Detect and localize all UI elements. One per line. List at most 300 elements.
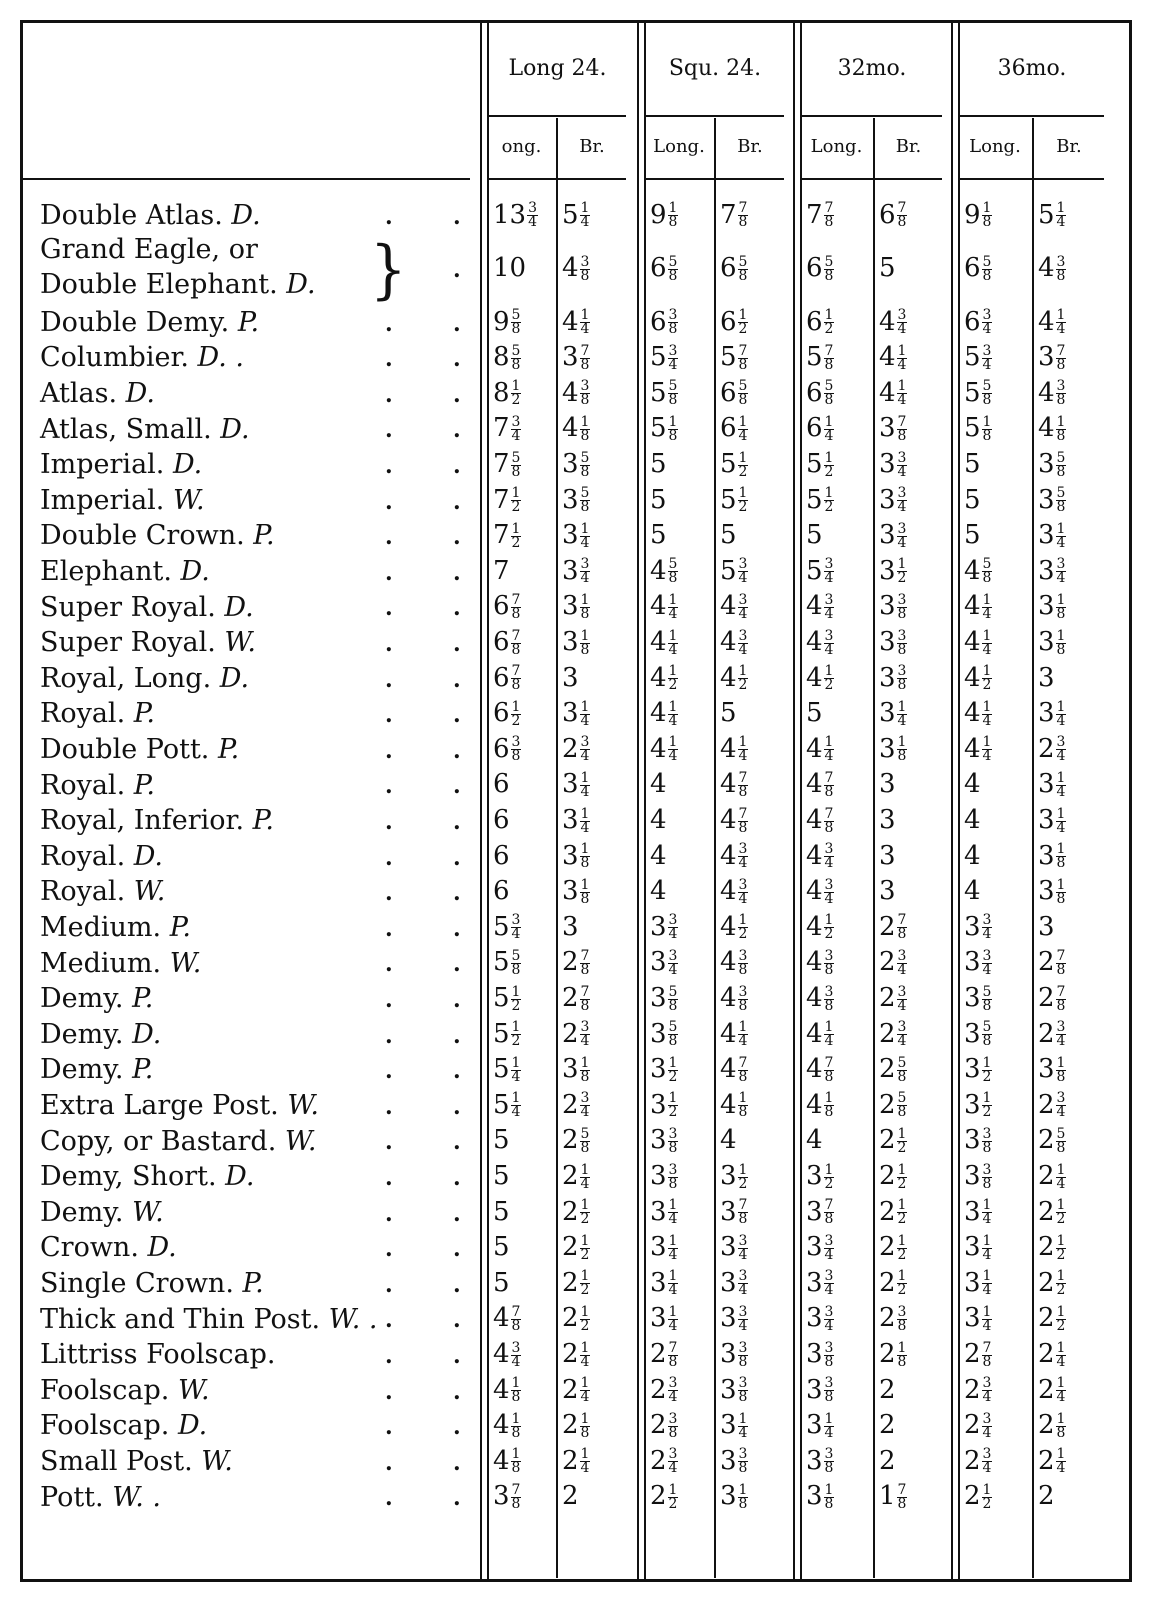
table-cell: 3 $\frac{1}{4}$ <box>964 1267 992 1299</box>
table-cell: 6 $\frac{5}{8}$ <box>806 377 834 409</box>
table-cell: 3 $\frac{1}{8}$ <box>562 840 590 872</box>
leader-dot: . <box>453 809 461 835</box>
paper-name: Single Crown. <box>40 1268 234 1299</box>
table-cell: 4 $\frac{3}{8}$ <box>562 377 590 409</box>
table-cell: 6 $\frac{1}{2}$ <box>720 306 748 338</box>
table-cell: 2 $\frac{3}{4}$ <box>879 983 907 1014</box>
paper-name: Pott. <box>40 1481 104 1513</box>
table-cell: 2 $\frac{3}{4}$ <box>1038 1089 1066 1121</box>
table-cell: 3 $\frac{1}{4}$ <box>650 1303 678 1334</box>
table-cell: 4 $\frac{7}{8}$ <box>493 1303 521 1334</box>
maker-mark: D. <box>123 1018 162 1050</box>
maker-mark: P. <box>233 1268 264 1299</box>
leader-dot: . <box>385 1271 393 1298</box>
table-cell: 4 <box>964 840 981 871</box>
table-cell: 3 $\frac{1}{4}$ <box>562 698 590 729</box>
table-cell: 5 <box>964 449 981 479</box>
table-cell: 5 $\frac{3}{4}$ <box>650 342 678 373</box>
row-label <box>40 378 155 409</box>
table-cell: 3 $\frac{5}{8}$ <box>1038 449 1066 480</box>
leader-dot: . <box>385 1307 393 1334</box>
table-cell: 5 <box>493 1161 510 1191</box>
table-cell: 2 $\frac{5}{8}$ <box>1038 1125 1066 1156</box>
leader-dot: . <box>385 809 393 835</box>
table-cell: 5 $\frac{1}{2}$ <box>806 449 834 480</box>
table-cell: 2 $\frac{1}{2}$ <box>650 1481 678 1512</box>
table-cell: 2 $\frac{1}{2}$ <box>1038 1303 1066 1334</box>
row-label <box>40 1410 207 1441</box>
table-cell: 6 $\frac{5}{8}$ <box>650 253 678 284</box>
table-cell: 4 $\frac{3}{8}$ <box>720 983 748 1014</box>
table-cell: 4 $\frac{1}{2}$ <box>964 662 992 694</box>
table-cell: 3 <box>1038 662 1055 693</box>
table-cell: 10 <box>493 253 527 284</box>
leader-dot: . <box>453 346 461 373</box>
table-cell: 13 $\frac{3}{4}$ <box>493 199 538 231</box>
row-label <box>40 805 274 836</box>
table-cell: 8 $\frac{1}{2}$ <box>493 377 521 409</box>
table-cell: 5 <box>493 1125 510 1156</box>
leader-dot: . <box>385 559 393 586</box>
column-subheader: Long. <box>810 136 863 157</box>
maker-mark: W. . <box>103 1481 161 1513</box>
table-cell: 4 $\frac{3}{8}$ <box>806 947 834 978</box>
column-rule <box>487 22 489 1580</box>
table-cell: 5 $\frac{1}{8}$ <box>964 413 992 444</box>
row-label <box>40 1126 317 1157</box>
table-cell: 4 $\frac{1}{8}$ <box>493 1374 521 1406</box>
table-cell: 3 $\frac{3}{4}$ <box>964 911 992 943</box>
maker-mark: D. <box>216 1161 255 1193</box>
table-cell: 6 <box>493 876 510 907</box>
paper-name: Medium. <box>40 912 162 943</box>
row-label <box>40 520 275 551</box>
row-label <box>40 698 155 729</box>
table-cell: 3 $\frac{5}{8}$ <box>964 1018 992 1050</box>
maker-mark: P. <box>125 769 156 801</box>
table-cell: 3 $\frac{7}{8}$ <box>806 1196 834 1228</box>
maker-mark: P. <box>209 734 240 765</box>
leader-dot: . <box>385 987 393 1013</box>
table-cell: 2 $\frac{3}{8}$ <box>650 1410 678 1441</box>
leader-dot: . <box>385 1449 393 1476</box>
row-label <box>40 449 202 480</box>
table-cell: 3 $\frac{1}{4}$ <box>562 520 590 551</box>
maker-mark: W. <box>192 1446 233 1477</box>
paper-name: Demy. <box>40 983 124 1015</box>
table-cell: 2 $\frac{7}{8}$ <box>562 947 590 978</box>
maker-mark: D. <box>171 556 210 587</box>
maker-mark: D. . <box>188 342 244 374</box>
maker-mark: D. <box>117 378 155 409</box>
table-cell: 2 $\frac{1}{2}$ <box>1038 1232 1066 1263</box>
table-cell: 3 $\frac{7}{8}$ <box>493 1481 521 1512</box>
leader-dot: . <box>453 203 461 230</box>
table-cell: 6 $\frac{7}{8}$ <box>493 591 521 622</box>
column-subheader: Br. <box>579 136 605 157</box>
table-cell: 5 $\frac{3}{4}$ <box>493 911 521 943</box>
table-cell: 3 <box>1038 911 1055 942</box>
leader-dot: . <box>385 915 393 942</box>
table-cell: 3 $\frac{1}{4}$ <box>1038 769 1066 800</box>
table-cell: 2 $\frac{3}{4}$ <box>1038 733 1066 765</box>
leader-dot: . <box>453 987 461 1013</box>
table-cell: 6 $\frac{5}{8}$ <box>720 253 748 284</box>
row-label <box>40 1446 233 1477</box>
column-subheader: Long. <box>653 136 705 157</box>
paper-name: Crown. <box>40 1232 139 1264</box>
table-cell: 3 $\frac{1}{4}$ <box>806 1410 834 1441</box>
leader-dot: . <box>385 880 393 907</box>
row-label <box>40 1090 319 1121</box>
table-cell: 2 $\frac{3}{4}$ <box>1038 1018 1066 1050</box>
table-cell: 4 $\frac{3}{4}$ <box>720 876 748 907</box>
table-cell: 4 $\frac{7}{8}$ <box>720 769 748 800</box>
leader-dot: . <box>385 203 393 230</box>
leader-dot: . <box>453 381 461 408</box>
row-label <box>40 1268 264 1299</box>
table-cell: 6 $\frac{7}{8}$ <box>493 627 521 658</box>
table-cell: 3 $\frac{1}{4}$ <box>650 1267 678 1299</box>
table-cell: 4 $\frac{1}{8}$ <box>720 1089 748 1121</box>
leader-dot: . <box>385 1414 393 1441</box>
paper-name: Foolscap. <box>40 1374 170 1406</box>
maker-mark: D. <box>169 1410 208 1442</box>
paper-name: Atlas. <box>40 378 118 409</box>
row-label <box>40 307 259 338</box>
column-subheader: Br. <box>895 136 922 157</box>
table-cell: 3 $\frac{5}{8}$ <box>650 983 678 1014</box>
leader-dot: . <box>385 346 393 373</box>
table-cell: 5 $\frac{1}{4}$ <box>493 1054 521 1085</box>
table-cell: 4 $\frac{1}{8}$ <box>562 413 590 444</box>
table-cell: 3 $\frac{3}{4}$ <box>806 1267 834 1299</box>
paper-name: Demy. <box>40 1018 124 1050</box>
table-cell: 4 $\frac{3}{4}$ <box>806 876 834 907</box>
leader-dot: . <box>453 453 461 479</box>
column-group-header: Squ. 24. <box>668 56 762 81</box>
table-cell: 2 <box>1038 1481 1055 1512</box>
row-label <box>40 734 239 765</box>
table-cell: 4 $\frac{1}{4}$ <box>650 698 678 729</box>
table-cell: 5 $\frac{3}{4}$ <box>806 555 834 587</box>
leader-dot: . <box>385 1129 393 1156</box>
leader-dot: . <box>453 1378 461 1405</box>
table-cell: 4 $\frac{3}{4}$ <box>806 840 834 872</box>
leader-dot: . <box>453 1307 461 1334</box>
table-cell: 3 $\frac{1}{8}$ <box>1038 1054 1066 1085</box>
table-cell: 2 $\frac{1}{4}$ <box>562 1374 590 1406</box>
table-cell: 2 $\frac{3}{4}$ <box>650 1374 678 1406</box>
header-bottom-rule <box>22 178 470 180</box>
paper-name: Royal. <box>40 840 126 872</box>
table-cell: 5 <box>493 1232 510 1263</box>
table-cell: 2 <box>562 1481 579 1512</box>
table-cell: 4 $\frac{3}{8}$ <box>806 983 834 1014</box>
table-cell: 3 $\frac{3}{4}$ <box>650 947 678 978</box>
table-cell: 2 $\frac{1}{2}$ <box>562 1303 590 1334</box>
maker-mark: D. <box>277 269 316 301</box>
table-cell: 2 $\frac{1}{2}$ <box>879 1196 907 1228</box>
table-cell: 3 $\frac{3}{4}$ <box>650 911 678 943</box>
table-cell: 4 $\frac{1}{4}$ <box>964 627 992 658</box>
table-cell: 7 $\frac{3}{4}$ <box>493 413 521 444</box>
table-cell: 3 $\frac{3}{8}$ <box>650 1125 678 1156</box>
paper-name: Thick and Thin Post. <box>40 1303 321 1335</box>
table-cell: 4 $\frac{3}{4}$ <box>806 591 834 622</box>
column-subheader: ong. <box>501 136 542 157</box>
table-cell: 5 $\frac{1}{2}$ <box>720 449 748 480</box>
table-cell: 4 $\frac{5}{8}$ <box>650 555 678 587</box>
leader-dot: . <box>385 1343 393 1369</box>
row-label <box>40 342 244 373</box>
leader-dot: . <box>453 702 461 729</box>
leader-dot: . <box>385 631 393 657</box>
table-cell: 3 $\frac{3}{4}$ <box>806 1232 834 1263</box>
table-cell: 2 $\frac{3}{4}$ <box>562 733 590 765</box>
table-cell: 4 $\frac{1}{4}$ <box>964 591 992 622</box>
table-cell: 2 $\frac{1}{8}$ <box>562 1410 590 1441</box>
table-cell: 3 $\frac{1}{4}$ <box>562 805 590 836</box>
table-cell: 3 $\frac{1}{4}$ <box>964 1232 992 1263</box>
column-group-header: Long 24. <box>508 56 607 81</box>
row-label <box>40 1339 275 1370</box>
table-cell: 4 $\frac{1}{8}$ <box>1038 413 1066 444</box>
table-cell: 3 $\frac{3}{4}$ <box>879 449 907 480</box>
subcolumn-rule <box>1032 118 1034 1578</box>
maker-mark: D. <box>164 449 203 481</box>
table-cell: 3 <box>562 911 579 942</box>
table-cell: 3 $\frac{1}{8}$ <box>562 627 590 658</box>
leader-dot: . <box>453 257 461 284</box>
column-rule <box>480 22 482 1580</box>
table-cell: 4 $\frac{1}{4}$ <box>964 698 992 729</box>
maker-mark: W. . <box>320 1303 378 1335</box>
leader-dot: . <box>453 310 461 337</box>
table-cell: 5 $\frac{5}{8}$ <box>650 377 678 409</box>
table-cell: 6 <box>493 805 510 835</box>
subcolumn-rule <box>714 118 716 1578</box>
table-cell: 2 $\frac{1}{4}$ <box>562 1339 590 1370</box>
table-cell: 3 $\frac{1}{2}$ <box>964 1054 992 1085</box>
leader-dot: . <box>385 666 393 693</box>
table-cell: 4 $\frac{1}{4}$ <box>806 1018 834 1050</box>
table-cell: 2 <box>879 1374 896 1405</box>
leader-dot: . <box>453 773 461 800</box>
table-cell: 3 <box>562 662 579 693</box>
table-cell: 3 $\frac{1}{2}$ <box>806 1161 834 1192</box>
table-cell: 3 $\frac{1}{4}$ <box>964 1303 992 1334</box>
leader-dot: . <box>453 737 461 764</box>
table-cell: 3 $\frac{1}{2}$ <box>720 1161 748 1192</box>
row-label <box>40 200 261 231</box>
row-label <box>40 1161 254 1192</box>
table-cell: 5 <box>650 520 667 551</box>
table-cell: 2 $\frac{3}{4}$ <box>562 1089 590 1121</box>
table-cell: 2 $\frac{5}{8}$ <box>562 1125 590 1156</box>
table-cell: 7 <box>493 555 510 586</box>
table-cell: 5 <box>493 1267 510 1298</box>
table-cell: 2 $\frac{1}{2}$ <box>562 1267 590 1299</box>
row-label <box>40 485 205 516</box>
maker-mark: W. <box>169 1374 210 1406</box>
leader-dot: . <box>385 1378 393 1405</box>
table-cell: 9 $\frac{5}{8}$ <box>493 306 521 338</box>
table-cell: 2 $\frac{1}{8}$ <box>1038 1410 1066 1441</box>
table-cell: 3 $\frac{1}{4}$ <box>720 1410 748 1441</box>
column-rule <box>958 22 960 1580</box>
table-cell: 3 $\frac{1}{2}$ <box>650 1054 678 1085</box>
table-cell: 4 $\frac{3}{8}$ <box>1038 253 1066 284</box>
table-cell: 7 $\frac{7}{8}$ <box>720 199 748 231</box>
table-cell: 4 $\frac{7}{8}$ <box>806 1054 834 1085</box>
table-cell: 2 $\frac{3}{4}$ <box>964 1445 992 1477</box>
table-cell: 5 $\frac{3}{4}$ <box>964 342 992 373</box>
table-cell: 4 $\frac{1}{2}$ <box>720 662 748 694</box>
maker-mark: W. <box>276 1125 317 1157</box>
table-cell: 6 $\frac{1}{4}$ <box>720 413 748 444</box>
leader-dot: . <box>385 773 393 800</box>
subheader-rule <box>646 178 784 180</box>
table-cell: 3 $\frac{1}{4}$ <box>650 1196 678 1228</box>
maker-mark: W. <box>278 1090 319 1121</box>
leader-dot: . <box>385 524 393 551</box>
table-cell: 2 $\frac{1}{4}$ <box>562 1445 590 1477</box>
leader-dot: . <box>453 1093 461 1120</box>
table-cell: 3 $\frac{1}{4}$ <box>1038 698 1066 729</box>
table-cell: 4 $\frac{1}{4}$ <box>650 627 678 658</box>
column-rule <box>644 22 646 1580</box>
table-cell: 9 $\frac{1}{8}$ <box>650 199 678 231</box>
table-cell: 7 $\frac{1}{2}$ <box>493 520 521 551</box>
column-subheader: Br. <box>1056 136 1082 157</box>
subheader-rule <box>802 178 942 180</box>
table-cell: 3 $\frac{3}{4}$ <box>879 520 907 551</box>
table-cell: 4 $\frac{7}{8}$ <box>806 805 834 836</box>
paper-name: Super Royal. <box>40 591 216 623</box>
table-cell: 4 <box>720 1125 737 1156</box>
table-cell: 2 <box>879 1445 896 1476</box>
leader-dot: . <box>385 595 393 622</box>
table-cell: 3 $\frac{1}{8}$ <box>562 591 590 622</box>
table-cell: 5 $\frac{5}{8}$ <box>964 377 992 409</box>
table-cell: 2 $\frac{1}{2}$ <box>1038 1267 1066 1299</box>
maker-mark: D. <box>211 413 250 445</box>
leader-dot: . <box>385 417 393 444</box>
table-cell: 2 $\frac{1}{4}$ <box>1038 1374 1066 1406</box>
table-cell: 3 $\frac{5}{8}$ <box>1038 484 1066 516</box>
table-cell: 3 $\frac{1}{8}$ <box>562 876 590 907</box>
table-cell: 3 $\frac{3}{4}$ <box>720 1267 748 1299</box>
table-cell: 3 $\frac{1}{4}$ <box>1038 520 1066 551</box>
table-cell: 2 $\frac{7}{8}$ <box>562 983 590 1014</box>
table-cell: 6 $\frac{7}{8}$ <box>879 199 907 231</box>
table-cell: 5 <box>964 520 981 551</box>
table-cell: 6 <box>493 769 510 800</box>
row-label <box>40 556 210 587</box>
paper-name: Copy, or Bastard. <box>40 1125 277 1157</box>
leader-dot: . <box>453 1449 461 1476</box>
paper-name: Columbier. <box>40 342 189 374</box>
paper-name: Littriss Foolscap. <box>40 1339 276 1371</box>
table-cell: 5 $\frac{1}{2}$ <box>720 484 748 516</box>
table-cell: 3 $\frac{3}{8}$ <box>720 1445 748 1477</box>
table-cell: 3 $\frac{1}{8}$ <box>1038 591 1066 622</box>
table-cell: 3 $\frac{1}{8}$ <box>879 733 907 765</box>
table-cell: 3 $\frac{3}{8}$ <box>879 627 907 658</box>
leader-dot: . <box>385 1093 393 1120</box>
table-cell: 6 $\frac{3}{8}$ <box>493 733 521 765</box>
table-cell: 4 $\frac{7}{8}$ <box>720 1054 748 1085</box>
maker-mark: W. <box>161 947 202 979</box>
table-cell: 7 $\frac{1}{2}$ <box>493 484 521 516</box>
table-cell: 3 $\frac{3}{8}$ <box>964 1161 992 1192</box>
table-cell: 4 $\frac{7}{8}$ <box>720 805 748 836</box>
table-cell: 4 $\frac{1}{2}$ <box>720 911 748 943</box>
subcolumn-rule <box>873 118 875 1578</box>
table-cell: 5 <box>720 698 737 729</box>
table-cell: 5 $\frac{1}{4}$ <box>493 1089 521 1121</box>
table-cell: 3 <box>879 769 896 800</box>
table-cell: 3 <box>879 805 896 835</box>
paper-name: Demy, Short. <box>40 1161 217 1193</box>
table-cell: 4 $\frac{3}{8}$ <box>562 253 590 284</box>
table-cell: 4 $\frac{1}{2}$ <box>806 662 834 694</box>
table-cell: 3 $\frac{1}{4}$ <box>650 1232 678 1263</box>
table-cell: 2 $\frac{1}{4}$ <box>1038 1339 1066 1370</box>
table-cell: 3 $\frac{5}{8}$ <box>650 1018 678 1050</box>
table-cell: 3 $\frac{3}{8}$ <box>650 1161 678 1192</box>
paper-name: Atlas, Small. <box>40 413 212 445</box>
table-cell: 2 $\frac{5}{8}$ <box>879 1089 907 1121</box>
table-cell: 5 $\frac{1}{4}$ <box>1038 199 1066 231</box>
paper-name: Double Atlas. <box>40 200 223 231</box>
table-cell: 4 $\frac{1}{8}$ <box>806 1089 834 1121</box>
table-cell: 2 $\frac{3}{4}$ <box>879 1018 907 1050</box>
group-header-rule <box>802 115 942 117</box>
leader-dot: . <box>453 951 461 978</box>
leader-dot: . <box>385 1236 393 1263</box>
paper-name: Imperial. <box>40 484 165 516</box>
table-cell: 3 $\frac{1}{2}$ <box>964 1089 992 1121</box>
table-cell: 2 $\frac{1}{2}$ <box>879 1125 907 1156</box>
table-cell: 2 $\frac{1}{4}$ <box>562 1161 590 1192</box>
table-cell: 4 $\frac{1}{4}$ <box>1038 306 1066 338</box>
table-cell: 3 $\frac{7}{8}$ <box>1038 342 1066 373</box>
table-cell: 5 $\frac{7}{8}$ <box>806 342 834 373</box>
column-rule <box>637 22 639 1580</box>
leader-dot: . <box>385 951 393 978</box>
table-cell: 2 $\frac{1}{2}$ <box>879 1232 907 1263</box>
leader-dot: . <box>453 1343 461 1369</box>
table-cell: 2 $\frac{1}{4}$ <box>1038 1445 1066 1477</box>
table-cell: 3 $\frac{5}{8}$ <box>562 449 590 480</box>
table-cell: 4 $\frac{3}{4}$ <box>879 306 907 338</box>
table-cell: 2 $\frac{3}{8}$ <box>879 1303 907 1334</box>
table-cell: 4 $\frac{1}{4}$ <box>720 1018 748 1050</box>
leader-dot: . <box>453 1129 461 1156</box>
paper-name: Foolscap. <box>40 1410 170 1442</box>
table-cell: 4 $\frac{3}{4}$ <box>720 591 748 622</box>
table-cell: 3 $\frac{3}{4}$ <box>1038 555 1066 587</box>
table-cell: 2 $\frac{3}{4}$ <box>964 1374 992 1406</box>
table-cell: 3 $\frac{3}{4}$ <box>806 1303 834 1334</box>
leader-dot: . <box>453 844 461 871</box>
row-label <box>40 948 201 979</box>
row-label <box>40 232 316 303</box>
paper-name: Double Pott. <box>40 734 210 765</box>
maker-mark: P. <box>123 1054 154 1086</box>
